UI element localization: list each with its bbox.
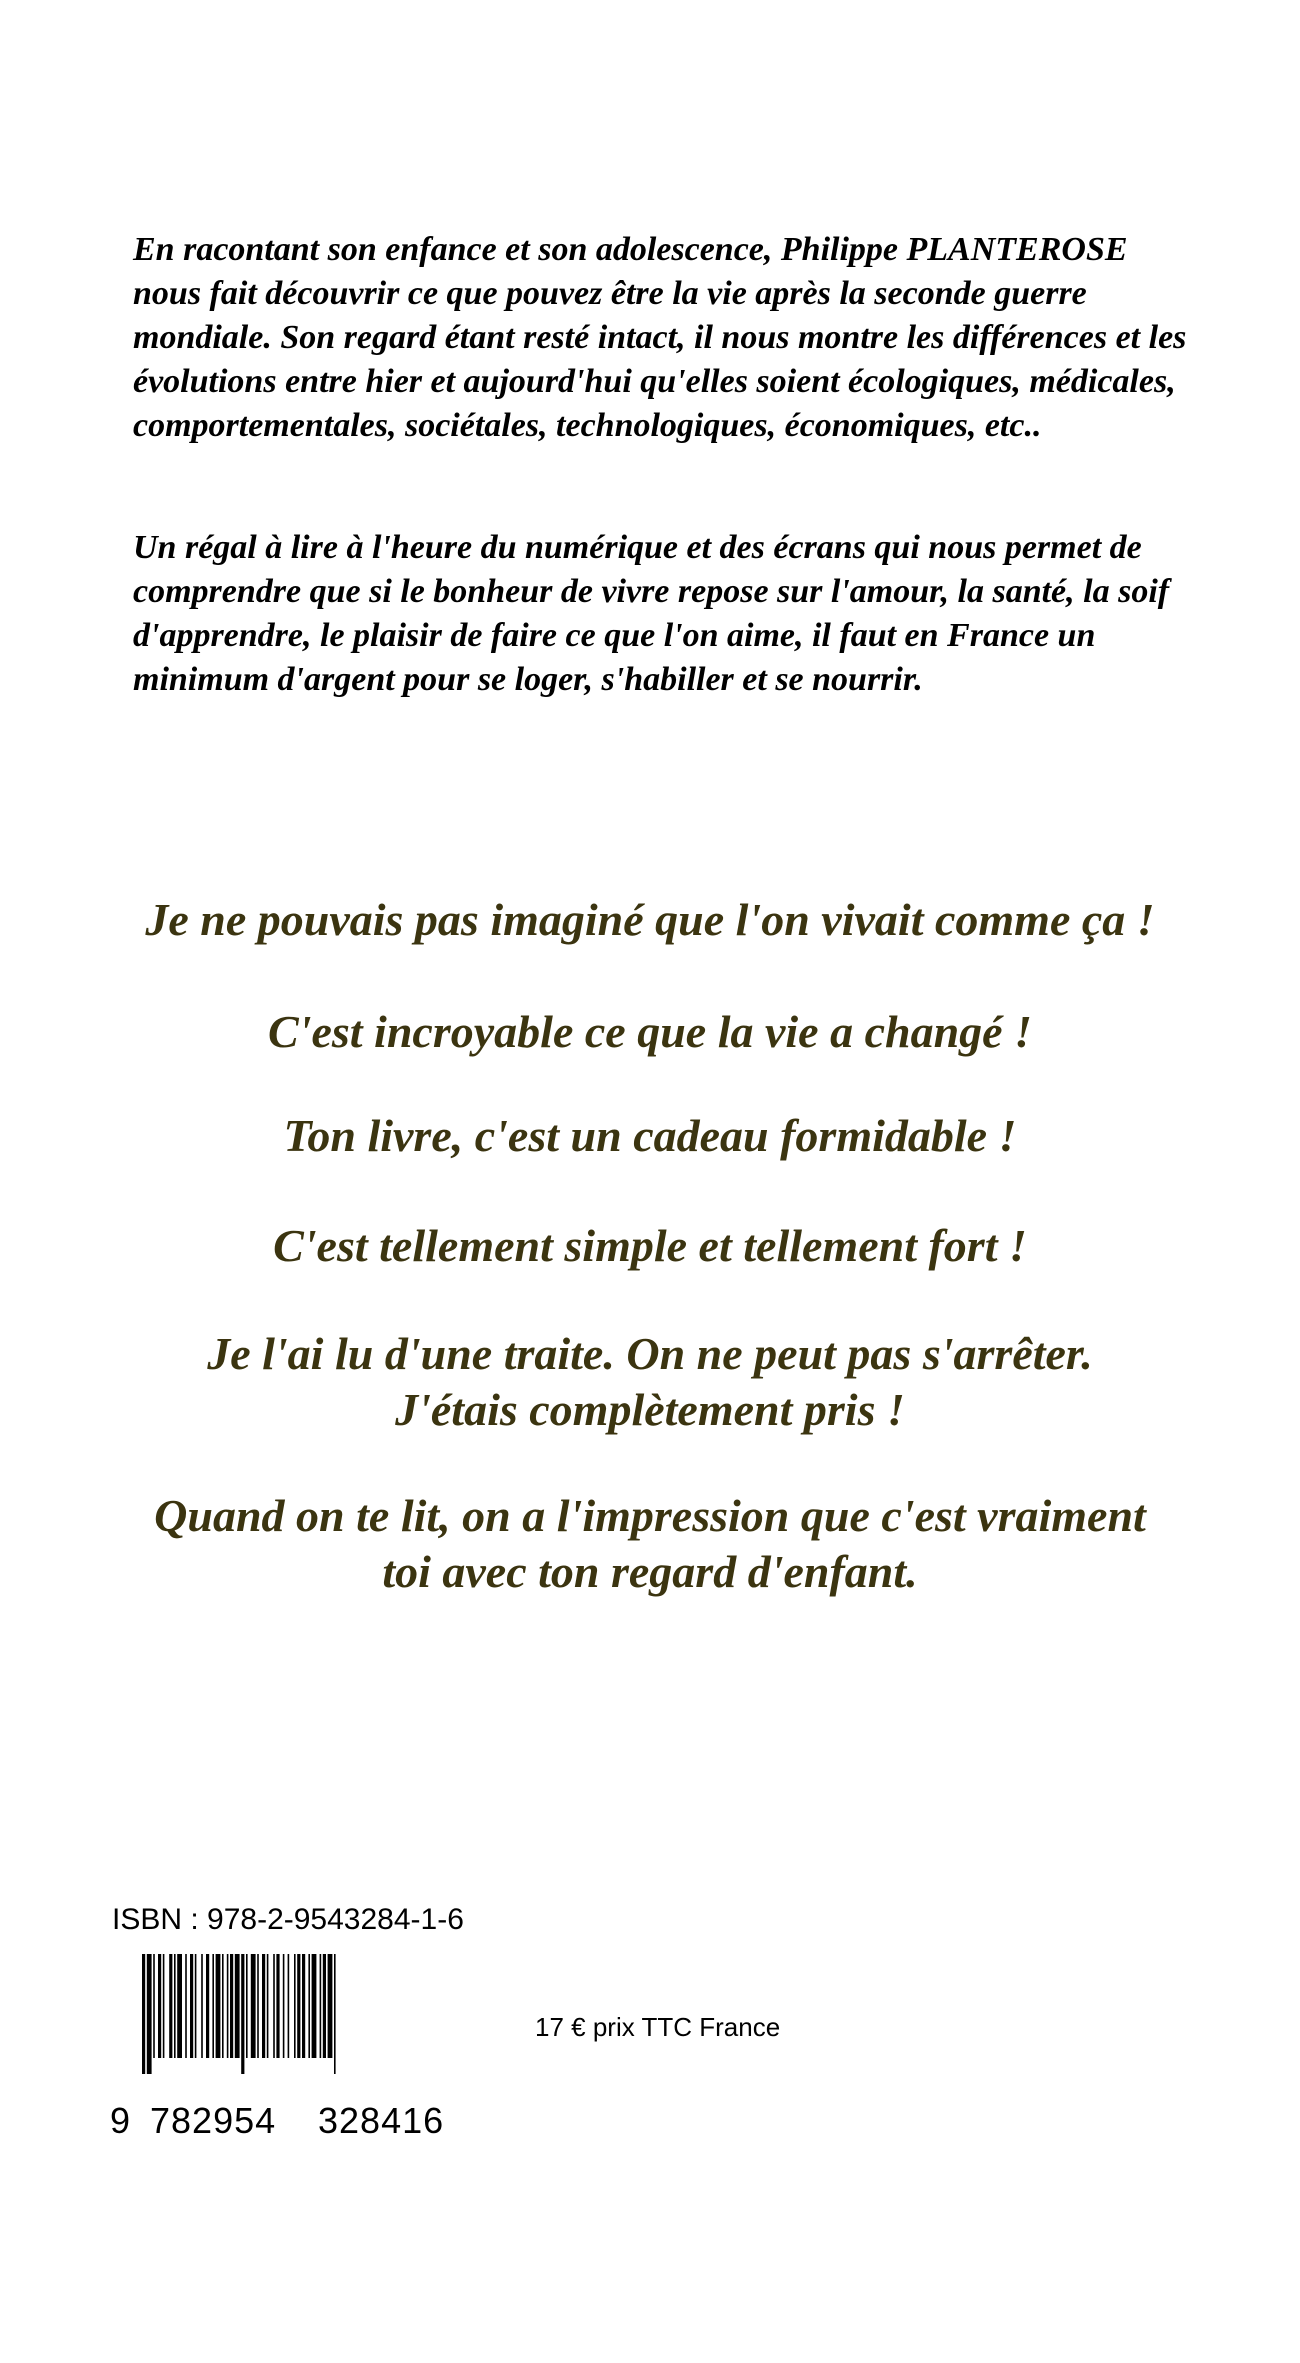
reader-quote-line: Je ne pouvais pas imaginé que l'on vivait comme ça !: [145, 894, 1155, 945]
reader-quote-line: C'est tellement simple et tellement fort !: [273, 1220, 1027, 1271]
isbn-label: ISBN : 978-2-9543284-1-6: [112, 1903, 464, 1936]
barcode-right-digits: 328416: [318, 2100, 445, 2141]
blurb-paragraph-1: En racontant son enfance et son adolescence, Philippe PLANTEROSE nous fait découvrir ce que pouvez être la vie après la seconde guerre mondiale. Son regard étant resté intact, il nous montre les différences et les évolutions entre hier et aujourd'hui qu'elles soient écologiques, médicales, comportementales, sociétales, technologiques, économiques, etc..: [133, 231, 1187, 444]
reader-quote-6: [0, 1488, 1300, 1600]
reader-quote-line: Je l'ai lu d'une traite. On ne peut pas s'arrêter.: [207, 1328, 1093, 1379]
reader-quote-line: Quand on te lit, on a l'impression que c'est vraiment: [154, 1490, 1146, 1541]
price-label: 17 € prix TTC France: [535, 2012, 781, 2042]
blurb-paragraph-2: Un régal à lire à l'heure du numérique et des écrans qui nous permet de comprendre que si le bonheur de vivre repose sur l'amour, la santé, la soif d'apprendre, le plaisir de faire ce que l'on aime, il faut en France un minimum d'argent pour se loger, s'habiller et se nourrir.: [133, 529, 1170, 698]
reader-quote-line: toi avec ton regard d'enfant.: [382, 1546, 918, 1597]
barcode-first-digit: 9: [110, 2100, 132, 2141]
barcode: [140, 1954, 480, 2074]
reader-quote-3: [0, 1108, 1300, 1164]
barcode-left-digits: 782954: [150, 2100, 277, 2141]
reader-quote-4: [0, 1218, 1300, 1274]
reader-quote-1: [0, 892, 1300, 948]
reader-quote-line: Ton livre, c'est un cadeau formidable !: [283, 1110, 1017, 1161]
reader-quote-2: [0, 1004, 1300, 1060]
reader-quote-5: [0, 1326, 1300, 1438]
reader-quote-line: J'étais complètement pris !: [395, 1384, 905, 1435]
reader-quote-line: C'est incroyable ce que la vie a changé !: [268, 1006, 1032, 1057]
